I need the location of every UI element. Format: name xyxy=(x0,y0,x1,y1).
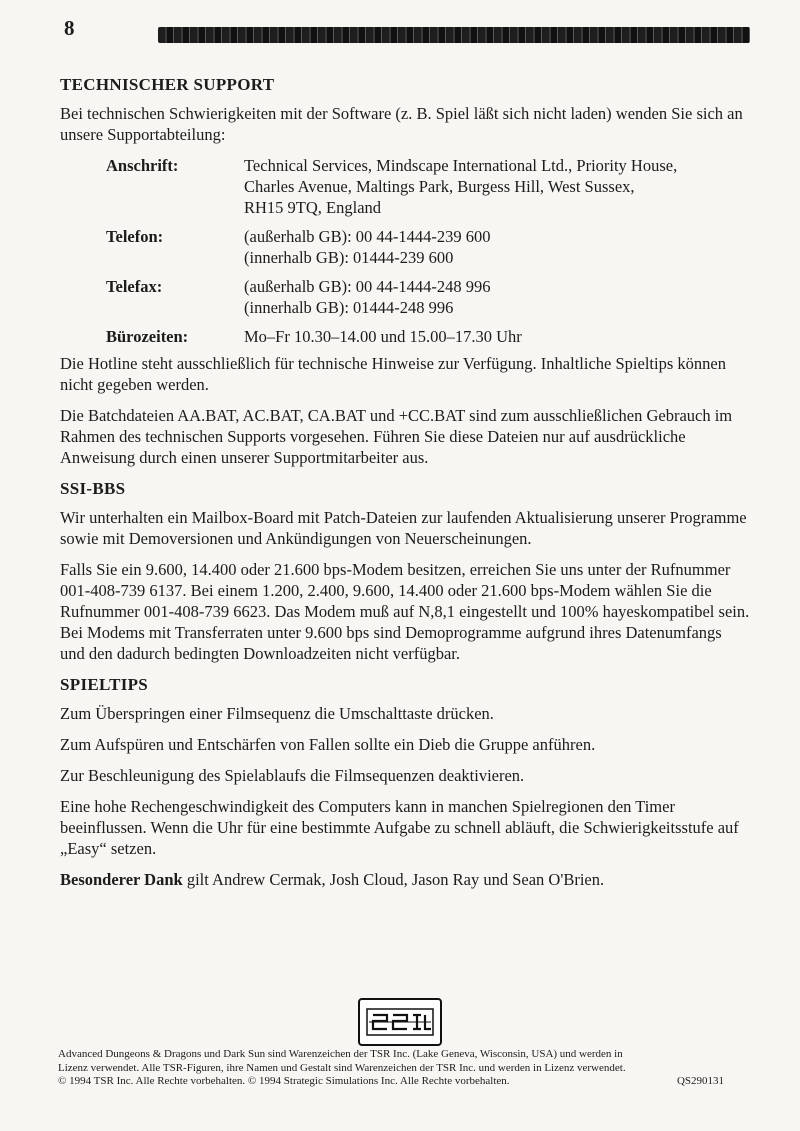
tip-item: Eine hohe Rechengeschwindigkeit des Computers kann in manchen Spielregionen den Timer beeinflussen. Wenn die Uhr für eine bestimmte Aufgabe zu schnell abläuft, die Schwierigkeitsstufe auf „Easy“ setzen. xyxy=(60,797,739,858)
contact-table xyxy=(106,155,750,347)
product-code: QS290131 xyxy=(676,1075,724,1087)
bbs-modem-info: Falls Sie ein 9.600, 14.400 oder 21.600 bps-Modem besitzen, erreichen Sie uns unter der Rufnummer 001-408-739 6137. Bei einem 1.200, 2.400, 9.600, 14.400 oder 21.600 bps-Modem wählen Sie die Rufnummer 001-408-739 6623. Das Modem muß auf N,8,1 eingestellt und 100% hayeskompatibel sein. Bei Modems mit Transferraten unter 9.600 bps sind Demoprogramme aufgrund ihres Datenumfangs und den dadurch bedingten Downloadzeiten nicht verfügbar. xyxy=(60,560,750,663)
bbs-section xyxy=(60,478,750,664)
legal-footer xyxy=(58,1048,748,1089)
office-hours-value: Mo–Fr 10.30–14.00 und 15.00–17.30 Uhr xyxy=(244,327,522,346)
header-decorative-bar xyxy=(158,27,750,43)
phone-label: Telefon: xyxy=(106,227,164,246)
thanks-names: gilt Andrew Cermak, Josh Cloud, Jason Ray und Sean O'Brien. xyxy=(182,870,605,889)
special-thanks xyxy=(60,869,750,890)
bbs-intro: Wir unterhalten ein Mailbox-Board mit Patch-Dateien zur laufenden Aktualisierung unserer Programme sowie mit Demoversionen und Ankündigungen von Neuerscheinungen. xyxy=(60,508,747,548)
tip-item: Zur Beschleunigung des Spielablaufs die Filmsequenzen deaktivieren. xyxy=(60,766,525,785)
footer-line: © 1994 TSR Inc. Alle Rechte vorbehalten. © 1994 Strategic Simulations Inc. Alle Rechte vorbehalten. xyxy=(58,1075,510,1087)
tips-heading: SPIELTIPS xyxy=(60,675,149,694)
tip-item: Zum Überspringen einer Filmsequenz die Umschalttaste drücken. xyxy=(60,704,494,723)
batch-files-note: Die Batchdateien AA.BAT, AC.BAT, CA.BAT und +CC.BAT sind zum ausschließlichen Gebrauch im Rahmen des technischen Supports vorgesehen. Führen Sie diese Dateien nur auf ausdrückliche Anweisung durch einen unserer Supportmitarbeiter aus. xyxy=(60,406,733,467)
footer-line: Advanced Dungeons & Dragons und Dark Sun sind Warenzeichen der TSR Inc. (Lake Geneva, Wisconsin, USA) und werden in xyxy=(58,1048,623,1060)
tip-item: Zum Aufspüren und Entschärfen von Fallen sollte ein Dieb die Gruppe anführen. xyxy=(60,735,596,754)
thanks-bold: Besonderer Dank xyxy=(60,870,183,889)
ssi-logo-icon xyxy=(358,998,442,1046)
phone-value: (außerhalb GB): 00 44-1444-239 600 (innerhalb GB): 01444-239 600 xyxy=(244,227,491,267)
tips-section xyxy=(60,674,750,890)
address-label: Anschrift: xyxy=(106,156,179,175)
bbs-heading: SSI-BBS xyxy=(60,479,126,498)
hotline-note: Die Hotline steht ausschließlich für technische Hinweise zur Verfügung. Inhaltliche Spieltips können nicht gegeben werden. xyxy=(60,354,726,394)
office-hours-label: Bürozeiten: xyxy=(106,327,189,346)
support-heading: TECHNISCHER SUPPORT xyxy=(60,75,275,94)
page-content xyxy=(60,74,750,900)
support-section xyxy=(60,74,750,468)
address-value: Technical Services, Mindscape International Ltd., Priority House, Charles Avenue, Maltings Park, Burgess Hill, West Sussex, RH15 9TQ, England xyxy=(244,156,678,217)
footer-line: Lizenz verwendet. Alle TSR-Figuren, ihre Namen und Gestalt sind Warenzeichen der TSR Inc. und werden in Lizenz verwendet. xyxy=(58,1061,626,1074)
support-intro: Bei technischen Schwierigkeiten mit der Software (z. B. Spiel läßt sich nicht laden) wenden Sie sich an unsere Supportabteilung: xyxy=(60,104,743,144)
ssi-logo-graphic xyxy=(365,1005,435,1039)
fax-label: Telefax: xyxy=(106,277,163,296)
page-number: 8 xyxy=(64,16,75,40)
fax-value: (außerhalb GB): 00 44-1444-248 996 (innerhalb GB): 01444-248 996 xyxy=(244,277,491,317)
